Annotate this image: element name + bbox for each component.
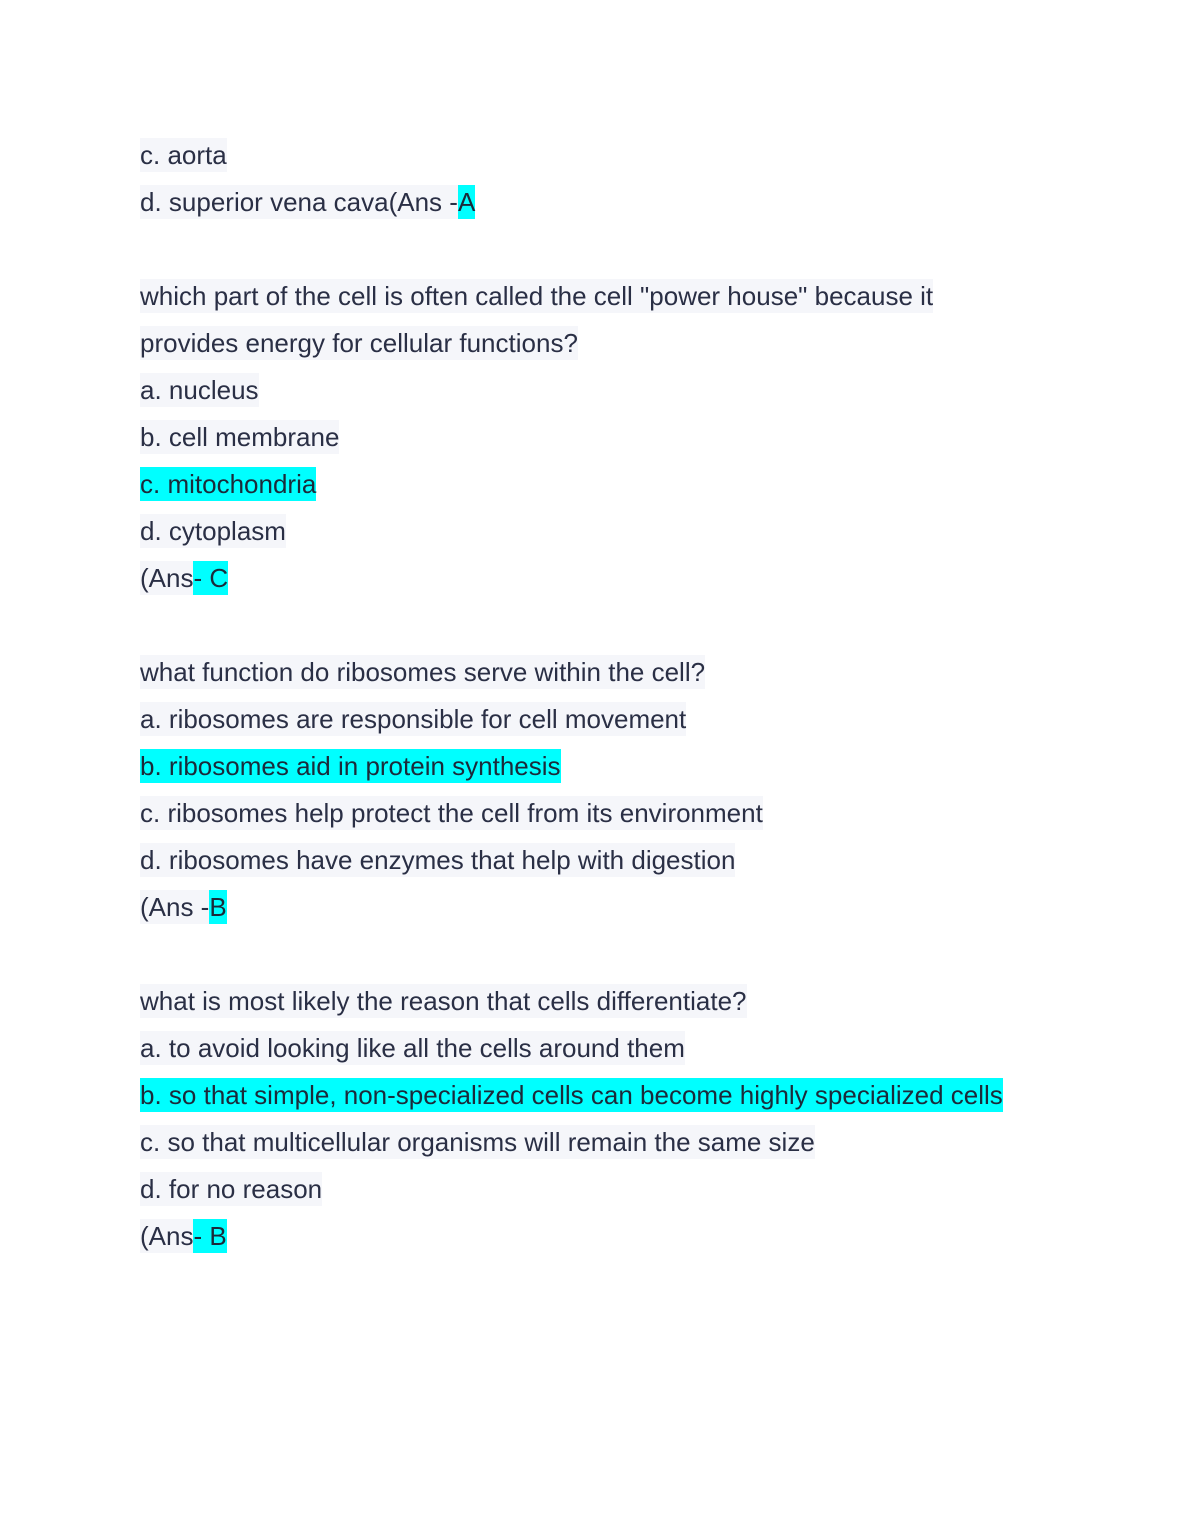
highlighted-answer: A bbox=[457, 187, 476, 217]
option-c-mitochondria bbox=[140, 467, 1060, 514]
option-text: a. nucleus bbox=[140, 375, 259, 405]
spacer bbox=[140, 937, 1060, 984]
highlighted-answer: B bbox=[209, 892, 227, 922]
question-powerhouse-line2 bbox=[140, 326, 1060, 373]
option-a bbox=[140, 1031, 1060, 1078]
option-c bbox=[140, 1125, 1060, 1172]
highlighted-option: b. so that simple, non-specialized cells can become highly specialized cells bbox=[140, 1080, 1003, 1110]
option-text: d. superior vena cava(Ans - bbox=[140, 187, 458, 217]
highlighted-option: b. ribosomes aid in protein synthesis bbox=[140, 751, 561, 781]
option-c-aorta bbox=[140, 138, 1060, 185]
question-text: what is most likely the reason that cells differentiate? bbox=[140, 986, 747, 1016]
option-text: d. for no reason bbox=[140, 1174, 323, 1204]
answer-prefix: (Ans - bbox=[140, 892, 210, 922]
option-a bbox=[140, 702, 1060, 749]
document-content bbox=[140, 138, 1060, 1266]
option-a-nucleus bbox=[140, 373, 1060, 420]
answer-line bbox=[140, 561, 1060, 608]
option-text: c. aorta bbox=[140, 140, 227, 170]
question-text: provides energy for cellular functions? bbox=[140, 328, 578, 358]
highlighted-answer: - B bbox=[193, 1221, 227, 1251]
option-text: c. so that multicellular organisms will remain the same size bbox=[140, 1127, 815, 1157]
option-text: c. ribosomes help protect the cell from its environment bbox=[140, 798, 763, 828]
option-d bbox=[140, 1172, 1060, 1219]
option-b bbox=[140, 1078, 1060, 1125]
option-c bbox=[140, 796, 1060, 843]
question-text: what function do ribosomes serve within the cell? bbox=[140, 657, 706, 687]
question-ribosomes bbox=[140, 655, 1060, 702]
option-text: d. ribosomes have enzymes that help with digestion bbox=[140, 845, 736, 875]
highlighted-answer: - C bbox=[193, 563, 229, 593]
answer-prefix: (Ans bbox=[140, 563, 194, 593]
answer-prefix: (Ans bbox=[140, 1221, 194, 1251]
highlighted-option: c. mitochondria bbox=[140, 469, 317, 499]
option-b bbox=[140, 749, 1060, 796]
option-d-cytoplasm bbox=[140, 514, 1060, 561]
question-text: which part of the cell is often called the cell "power house" because it bbox=[140, 281, 934, 311]
option-text: a. ribosomes are responsible for cell movement bbox=[140, 704, 687, 734]
option-text: a. to avoid looking like all the cells around them bbox=[140, 1033, 685, 1063]
option-b-cell-membrane bbox=[140, 420, 1060, 467]
option-d bbox=[140, 843, 1060, 890]
option-text: d. cytoplasm bbox=[140, 516, 286, 546]
question-differentiate bbox=[140, 984, 1060, 1031]
spacer bbox=[140, 232, 1060, 279]
option-text: b. cell membrane bbox=[140, 422, 340, 452]
answer-line bbox=[140, 890, 1060, 937]
option-d-superior-vena-cava bbox=[140, 185, 1060, 232]
spacer bbox=[140, 608, 1060, 655]
answer-line bbox=[140, 1219, 1060, 1266]
question-powerhouse-line1 bbox=[140, 279, 1060, 326]
